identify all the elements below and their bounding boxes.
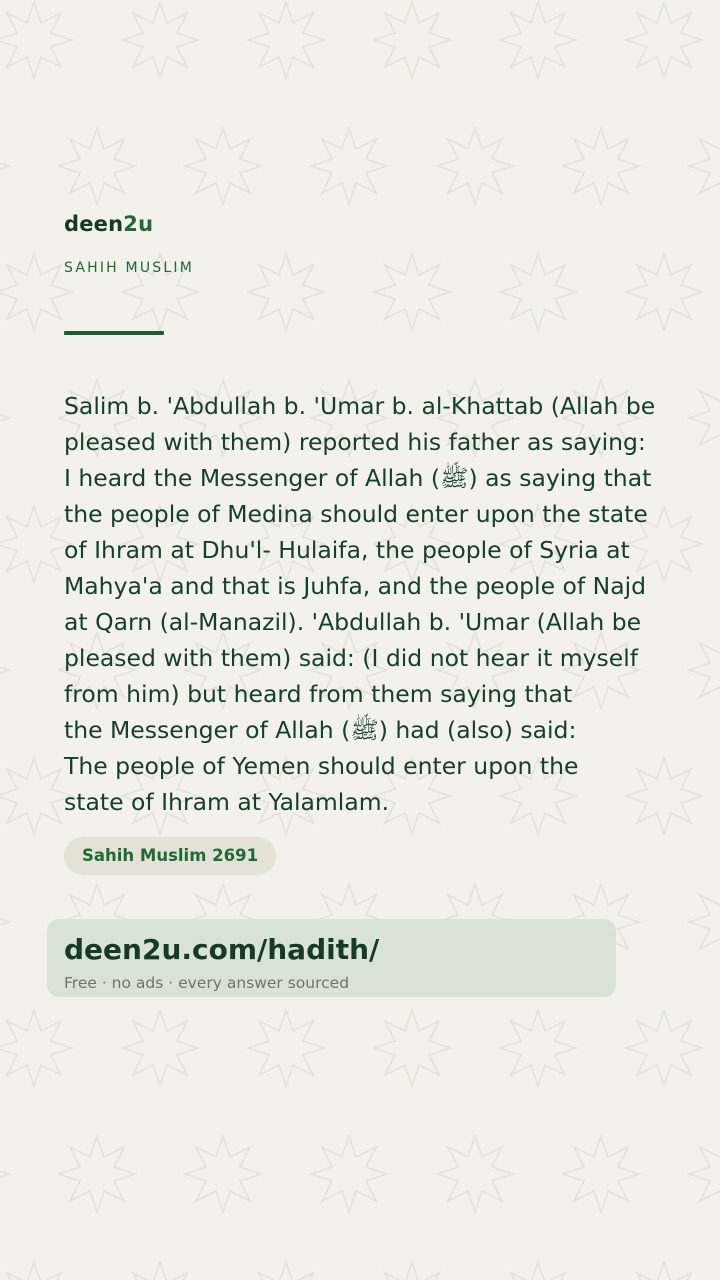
- collection-label: SAHIH MUSLIM: [64, 260, 194, 276]
- star-pattern-icon: [500, 2, 576, 78]
- star-pattern-icon: [689, 1136, 720, 1212]
- star-pattern-icon: [59, 1136, 135, 1212]
- star-pattern-icon: [437, 128, 513, 204]
- star-pattern-icon: [311, 1136, 387, 1212]
- hadith-line: Salim b. 'Abdullah b. 'Umar b. al-Khattab (Allah be: [64, 392, 656, 420]
- star-pattern-icon: [185, 128, 261, 204]
- star-pattern-icon: [689, 632, 720, 708]
- star-pattern-icon: [122, 1262, 198, 1280]
- star-pattern-icon: [0, 2, 72, 78]
- star-pattern-icon: [0, 1136, 9, 1212]
- hadith-line: Mahya'a and that is Juhfa, and the people of Najd: [64, 572, 647, 600]
- star-pattern-icon: [59, 128, 135, 204]
- brand-name-main: deen: [64, 212, 124, 236]
- star-pattern-icon: [626, 254, 702, 330]
- star-pattern-icon: [248, 1262, 324, 1280]
- hadith-line: I heard the Messenger of Allah (ﷺ) as saying that: [64, 464, 652, 492]
- star-pattern-icon: [500, 1010, 576, 1086]
- star-pattern-icon: [185, 1136, 261, 1212]
- cta-url-link[interactable]: deen2u.com/hadith/: [64, 933, 380, 966]
- brand-logo: [64, 212, 153, 236]
- hadith-line: The people of Yemen should enter upon the: [64, 752, 579, 780]
- star-pattern-icon: [0, 1010, 72, 1086]
- star-pattern-icon: [689, 884, 720, 960]
- hadith-line: at Qarn (al-Manazil). 'Abdullah b. 'Umar (Allah be: [64, 608, 642, 636]
- star-pattern-icon: [122, 2, 198, 78]
- cta-card[interactable]: [47, 919, 616, 997]
- star-pattern-icon: [500, 254, 576, 330]
- hadith-line: state of Ihram at Yalamlam.: [64, 788, 390, 816]
- star-pattern-icon: [500, 1262, 576, 1280]
- hadith-text: [64, 388, 664, 820]
- star-pattern-icon: [0, 884, 9, 960]
- star-pattern-icon: [689, 128, 720, 204]
- star-pattern-icon: [0, 128, 9, 204]
- star-pattern-icon: [0, 380, 9, 456]
- hadith-line: pleased with them) said: (I did not hear it myself: [64, 644, 639, 672]
- star-pattern-icon: [374, 1262, 450, 1280]
- star-pattern-icon: [0, 1262, 72, 1280]
- star-pattern-icon: [626, 2, 702, 78]
- star-pattern-icon: [689, 380, 720, 456]
- star-pattern-icon: [626, 1010, 702, 1086]
- star-pattern-icon: [0, 632, 9, 708]
- star-pattern-icon: [122, 1010, 198, 1086]
- star-pattern-icon: [248, 1010, 324, 1086]
- star-pattern-icon: [0, 506, 72, 582]
- star-pattern-icon: [248, 254, 324, 330]
- cta-tagline: Free · no ads · every answer sourced: [64, 974, 350, 992]
- star-pattern-icon: [437, 1136, 513, 1212]
- hadith-line: the people of Medina should enter upon the state: [64, 500, 648, 528]
- reference-badge: Sahih Muslim 2691: [64, 837, 276, 875]
- hadith-line: the Messenger of Allah (ﷺ) had (also) said:: [64, 716, 577, 744]
- hadith-line: pleased with them) reported his father as saying:: [64, 428, 646, 456]
- star-pattern-icon: [0, 758, 72, 834]
- star-pattern-icon: [311, 128, 387, 204]
- star-pattern-icon: [626, 1262, 702, 1280]
- brand-name-accent: 2u: [123, 212, 154, 236]
- star-pattern-icon: [248, 2, 324, 78]
- star-pattern-icon: [374, 254, 450, 330]
- star-pattern-icon: [374, 1010, 450, 1086]
- hadith-line: of Ihram at Dhu'l- Hulaifa, the people of Syria at: [64, 536, 630, 564]
- star-pattern-icon: [374, 2, 450, 78]
- star-pattern-icon: [563, 1136, 639, 1212]
- star-pattern-icon: [563, 128, 639, 204]
- star-pattern-icon: [0, 254, 72, 330]
- accent-divider: [64, 331, 164, 335]
- hadith-line: from him) but heard from them saying that: [64, 680, 573, 708]
